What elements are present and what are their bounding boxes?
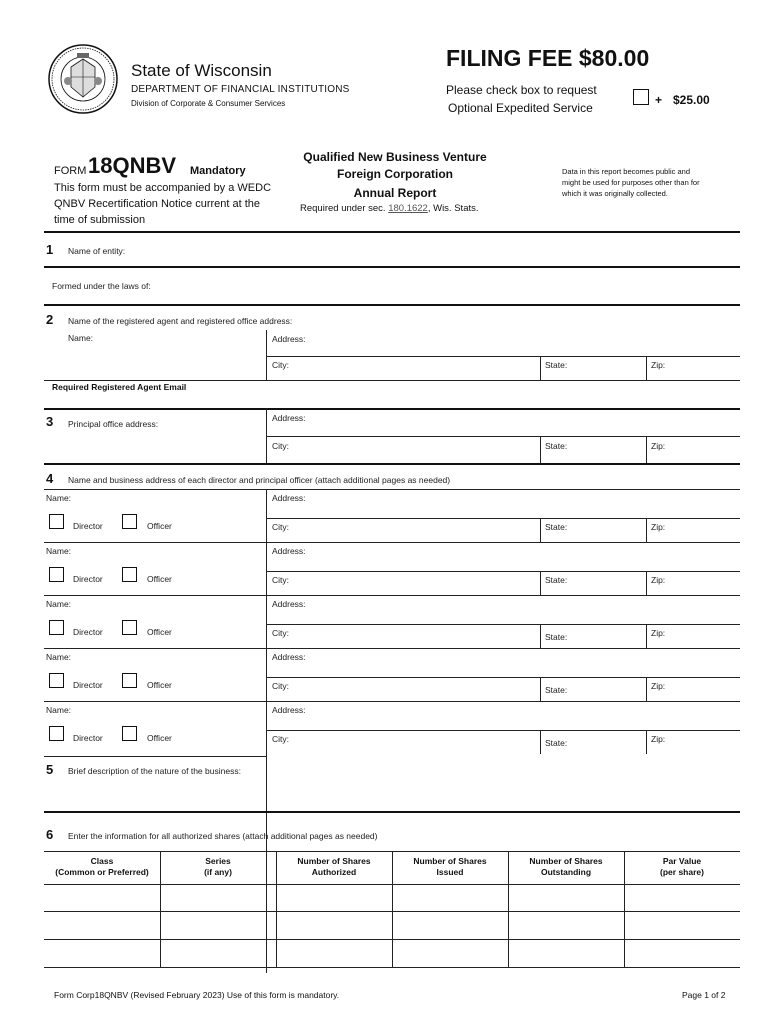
shares-title: Enter the information for all authorized shares (attach additional pages as needed) (68, 831, 378, 841)
officer-state-label: State: (545, 575, 568, 585)
director-checkbox[interactable] (49, 620, 64, 635)
expedite-plus: + (655, 93, 663, 107)
officer-label: Officer (147, 627, 172, 637)
shares-table-cell[interactable] (276, 884, 392, 911)
shares-column-header-line2: (Common or Preferred) (55, 867, 149, 877)
officer-city-label: City: (272, 522, 289, 532)
agent-address-label: Address: (272, 334, 306, 344)
entity-name-field[interactable] (170, 240, 730, 264)
principal-state-label: State: (545, 441, 568, 451)
agent-city-label: City: (272, 360, 289, 370)
principal-office-title: Principal office address: (68, 419, 159, 429)
filing-fee: FILING FEE $80.00 (446, 45, 650, 71)
shares-column-header-line2: (if any) (204, 867, 232, 877)
officer-address-label: Address: (272, 652, 306, 662)
officer-address-label: Address: (272, 705, 306, 715)
mandatory-label: Mandatory (190, 165, 246, 177)
public-notice-3: which it was originally collected. (562, 189, 668, 198)
director-label: Director (73, 574, 103, 584)
formed-under-label: Formed under the laws of: (52, 281, 151, 291)
shares-table-cell[interactable] (624, 884, 740, 911)
officer-checkbox[interactable] (122, 620, 137, 635)
officer-name-label: Name: (46, 546, 72, 556)
form-title-1: Qualified New Business Venture (303, 150, 487, 164)
section-5-number: 5 (46, 762, 54, 777)
shares-table-cell[interactable] (44, 884, 160, 911)
shares-column-header-line1: Par Value (662, 856, 702, 866)
shares-table-cell[interactable] (624, 911, 740, 939)
statute-prefix: Required under sec. (300, 203, 386, 214)
shares-column-header-line2: Authorized (311, 867, 357, 877)
director-label: Director (73, 680, 103, 690)
shares-table-cell[interactable] (160, 911, 276, 939)
business-description-label: Brief description of the nature of the business: (68, 766, 241, 776)
agent-zip-label: Zip: (651, 360, 666, 370)
statute-reference (300, 203, 479, 214)
shares-column-header-line2: Issued (436, 867, 464, 877)
agent-email-label: Required Registered Agent Email (52, 382, 187, 392)
officer-address-label: Address: (272, 546, 306, 556)
officer-checkbox[interactable] (122, 514, 137, 529)
division-name: Division of Corporate & Consumer Services (131, 99, 286, 108)
form-number: 18QNBV (88, 153, 177, 178)
section-1-number: 1 (46, 242, 54, 257)
section-2-number: 2 (46, 312, 54, 327)
section-3-number: 3 (46, 414, 54, 429)
registered-agent-title: Name of the registered agent and registered office address: (68, 316, 293, 326)
shares-table-cell[interactable] (624, 939, 740, 967)
shares-column-header (160, 856, 276, 878)
agent-name-label: Name: (68, 333, 94, 343)
director-checkbox[interactable] (49, 726, 64, 741)
shares-column-header-line1: Class (90, 856, 114, 866)
officer-zip-label: Zip: (651, 734, 666, 744)
agent-state-label: State: (545, 360, 568, 370)
principal-city-label: City: (272, 441, 289, 451)
principal-zip-label: Zip: (651, 441, 666, 451)
officer-label: Officer (147, 733, 172, 743)
public-notice-2: might be used for purposes other than for (562, 178, 700, 187)
business-description-field[interactable] (44, 778, 740, 810)
shares-column-header-line2: Outstanding (540, 867, 592, 877)
officer-zip-label: Zip: (651, 522, 666, 532)
shares-table-cell[interactable] (160, 884, 276, 911)
section-4-number: 4 (46, 471, 54, 486)
state-name: State of Wisconsin (131, 61, 272, 80)
officer-name-label: Name: (46, 652, 72, 662)
officer-address-label: Address: (272, 493, 306, 503)
shares-column-header-line2: (per share) (660, 867, 704, 877)
shares-column-header (392, 856, 508, 878)
officer-state-label: State: (545, 522, 568, 532)
shares-column-header-line1: Number of Shares (413, 856, 487, 866)
director-checkbox[interactable] (49, 514, 64, 529)
shares-table-cell[interactable] (508, 939, 624, 967)
public-notice-1: Data in this report becomes public and (562, 167, 690, 176)
agent-email-field[interactable] (200, 382, 730, 406)
officer-checkbox[interactable] (122, 726, 137, 741)
director-label: Director (73, 521, 103, 531)
officer-state-label: State: (545, 632, 568, 642)
directors-title: Name and business address of each director and principal officer (attach additional pages as needed) (68, 475, 451, 485)
officer-city-label: City: (272, 628, 289, 638)
statute-suffix: , Wis. Stats. (427, 203, 479, 214)
officer-label: Officer (147, 521, 172, 531)
formed-under-field[interactable] (170, 272, 730, 300)
wedc-note-2: QNBV Recertification Notice current at the (54, 198, 261, 210)
shares-table-cell[interactable] (392, 939, 508, 967)
director-label: Director (73, 627, 103, 637)
officer-label: Officer (147, 680, 172, 690)
officer-label: Officer (147, 574, 172, 584)
form-title-2: Foreign Corporation (337, 167, 453, 181)
officer-address-label: Address: (272, 599, 306, 609)
expedite-fee: $25.00 (673, 93, 710, 107)
shares-table-cell[interactable] (44, 939, 160, 967)
officer-name-label: Name: (46, 705, 72, 715)
officer-state-label: State: (545, 738, 568, 748)
shares-column-header (276, 856, 392, 878)
entity-name-label: Name of entity: (68, 246, 126, 256)
public-notice (562, 166, 700, 199)
shares-column-header-line1: Number of Shares (529, 856, 603, 866)
officer-city-label: City: (272, 734, 289, 744)
form-word: FORM (54, 165, 87, 177)
shares-table-cell[interactable] (276, 911, 392, 939)
officer-zip-label: Zip: (651, 681, 666, 691)
footer-form-note: Form Corp18QNBV (Revised February 2023) Use of this form is mandatory. (54, 990, 340, 1000)
officer-name-label: Name: (46, 599, 72, 609)
wedc-note-1: This form must be accompanied by a WEDC (54, 182, 272, 194)
officer-checkbox[interactable] (122, 567, 137, 582)
shares-table-cell[interactable] (160, 939, 276, 967)
shares-column-header-line1: Series (205, 856, 231, 866)
director-label: Director (73, 733, 103, 743)
officer-zip-label: Zip: (651, 575, 666, 585)
officer-state-label: State: (545, 685, 568, 695)
shares-column-header-line1: Number of Shares (297, 856, 371, 866)
shares-table-cell[interactable] (44, 911, 160, 939)
shares-table-cell[interactable] (392, 911, 508, 939)
director-checkbox[interactable] (49, 567, 64, 582)
footer-page-number: Page 1 of 2 (682, 990, 726, 1000)
officer-zip-label: Zip: (651, 628, 666, 638)
shares-table-cell[interactable] (508, 911, 624, 939)
form-title-3: Annual Report (353, 186, 437, 200)
officer-checkbox[interactable] (122, 673, 137, 688)
shares-column-header (508, 856, 624, 878)
officer-city-label: City: (272, 681, 289, 691)
expedite-text-1: Please check box to request (446, 83, 597, 97)
shares-table-cell[interactable] (276, 939, 392, 967)
director-checkbox[interactable] (49, 673, 64, 688)
shares-column-header (624, 856, 740, 878)
shares-table-cell[interactable] (508, 884, 624, 911)
department-name: DEPARTMENT OF FINANCIAL INSTITUTIONS (131, 84, 350, 95)
officer-city-label: City: (272, 575, 289, 585)
expedite-checkbox[interactable] (633, 89, 649, 105)
statute-link[interactable]: 180.1622 (388, 203, 428, 214)
expedite-text-2: Optional Expedited Service (448, 101, 593, 115)
officer-name-label: Name: (46, 493, 72, 503)
wedc-note-3: time of submission (54, 214, 146, 226)
section-6-number: 6 (46, 827, 54, 842)
state-seal-icon (47, 43, 119, 115)
shares-table-cell[interactable] (392, 884, 508, 911)
shares-column-header (44, 856, 160, 878)
principal-address-label: Address: (272, 413, 306, 423)
